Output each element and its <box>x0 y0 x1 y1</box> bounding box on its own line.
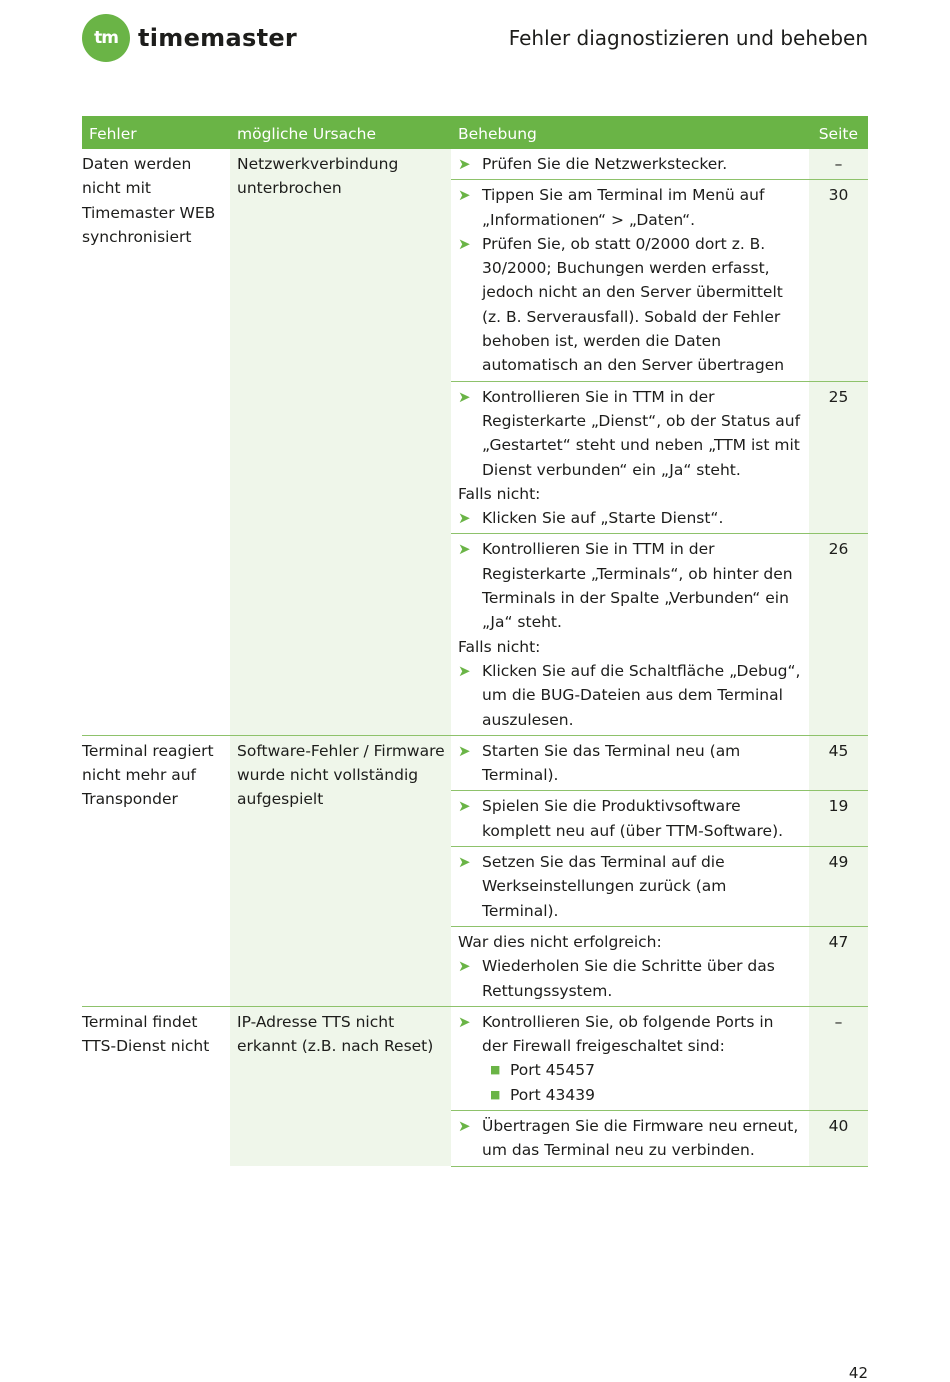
step-item: ➤ Übertragen Sie die Firmware neu erneut, um das Terminal neu zu verbinden. <box>458 1114 803 1163</box>
behebung-cell <box>451 1110 809 1166</box>
arrow-bullet-icon: ➤ <box>458 234 471 253</box>
step-item: ➤ Setzen Sie das Terminal auf die Werkseinstellungen zurück (am Terminal). <box>458 850 803 923</box>
behebung-cell <box>451 534 809 735</box>
ursache-cell: Netzwerkverbindung unterbrochen <box>230 149 451 735</box>
arrow-bullet-icon: ➤ <box>458 1012 471 1031</box>
seite-cell: 47 <box>809 926 868 1006</box>
column-header-behebung: Behebung <box>451 116 809 149</box>
step-item: ➤ Tippen Sie am Terminal im Menü auf „Informationen“ > „Daten“. <box>458 183 803 232</box>
step-item: ➤ Starten Sie das Terminal neu (am Terminal). <box>458 739 803 788</box>
arrow-bullet-icon: ➤ <box>458 661 471 680</box>
behebung-cell <box>451 926 809 1006</box>
behebung-cell <box>451 735 809 791</box>
table-row <box>82 1006 868 1110</box>
table-header-row <box>82 116 868 149</box>
arrow-bullet-icon: ➤ <box>458 741 471 760</box>
step-item: ➤ Prüfen Sie, ob statt 0/2000 dort z. B. 30/2000; Buchungen werden erfasst, jedoch nicht an den Server übermittelt (z. B. Serverausfall). Sobald der Fehler behoben ist, werden die Daten automatisch an den Server übertragen <box>458 232 803 378</box>
square-bullet-icon: ■ <box>490 1087 501 1101</box>
behebung-cell <box>451 1006 809 1110</box>
ursache-cell: IP-Adresse TTS nicht erkannt (z.B. nach Reset) <box>230 1006 451 1166</box>
seite-cell: 26 <box>809 534 868 735</box>
fehler-cell: Daten werden nicht mit Timemaster WEB synchronisiert <box>82 155 216 246</box>
page-title: Fehler diagnostizieren und beheben <box>508 26 868 50</box>
note-text: Falls nicht: <box>458 484 541 503</box>
step-item: ➤ Kontrollieren Sie, ob folgende Ports in der Firewall freigeschaltet sind: <box>458 1010 803 1059</box>
page-number: 42 <box>848 1364 868 1382</box>
arrow-bullet-icon: ➤ <box>458 186 471 205</box>
behebung-cell <box>451 791 809 847</box>
step-item: ➤ Klicken Sie auf „Starte Dienst“. <box>458 506 803 530</box>
step-item: ➤ Wiederholen Sie die Schritte über das Rettungssystem. <box>458 954 803 1003</box>
arrow-bullet-icon: ➤ <box>458 155 471 173</box>
arrow-bullet-icon: ➤ <box>458 853 471 872</box>
seite-cell: – <box>809 1006 868 1110</box>
port-list-item: ■ Port 45457 <box>458 1058 803 1082</box>
table-row <box>82 149 868 180</box>
arrow-bullet-icon: ➤ <box>458 540 471 559</box>
logo-mark: tm <box>82 14 130 62</box>
column-header-ursache: mögliche Ursache <box>230 116 451 149</box>
arrow-bullet-icon: ➤ <box>458 797 471 816</box>
seite-cell: 25 <box>809 381 868 534</box>
behebung-cell <box>451 381 809 534</box>
step-item: ➤ Spielen Sie die Produktivsoftware komplett neu auf (über TTM-Software). <box>458 794 803 843</box>
ursache-cell: Software-Fehler / Firmware wurde nicht vollständig aufgespielt <box>230 735 451 1006</box>
fehler-cell: Terminal reagiert nicht mehr auf Transponder <box>82 735 230 1006</box>
seite-cell: 19 <box>809 791 868 847</box>
logo-text: timemaster <box>138 24 298 52</box>
seite-cell: 49 <box>809 847 868 927</box>
arrow-bullet-icon: ➤ <box>458 509 471 528</box>
troubleshooting-table <box>82 116 868 1167</box>
behebung-cell <box>451 180 809 381</box>
note-text: Falls nicht: <box>458 637 541 656</box>
behebung-cell <box>451 847 809 927</box>
seite-cell: 30 <box>809 180 868 381</box>
seite-cell: 40 <box>809 1110 868 1166</box>
note-text: War dies nicht erfolgreich: <box>458 932 662 951</box>
fehler-cell: Terminal findet TTS-Dienst nicht <box>82 1006 230 1166</box>
behebung-cell <box>451 149 809 180</box>
table-row <box>82 735 868 791</box>
column-header-seite: Seite <box>809 116 868 149</box>
arrow-bullet-icon: ➤ <box>458 1116 471 1135</box>
step-item: ➤ Kontrollieren Sie in TTM in der Registerkarte „Dienst“, ob der Status auf „Gestartet“ steht und neben „TTM ist mit Dienst verbunden“ ein „Ja“ steht. <box>458 385 803 482</box>
port-list-item: ■ Port 43439 <box>458 1083 803 1107</box>
seite-cell: 45 <box>809 735 868 791</box>
step-item: ➤ Prüfen Sie die Netzwerkstecker. <box>458 152 803 176</box>
timemaster-logo <box>82 14 297 62</box>
step-item: ➤ Kontrollieren Sie in TTM in der Registerkarte „Terminals“, ob hinter den Terminals in der Spalte „Verbunden“ ein „Ja“ steht. <box>458 537 803 634</box>
step-item: ➤ Klicken Sie auf die Schaltfläche „Debug“, um die BUG-Dateien aus dem Terminal auszulesen. <box>458 659 803 732</box>
arrow-bullet-icon: ➤ <box>458 957 471 976</box>
square-bullet-icon: ■ <box>490 1063 501 1077</box>
column-header-fehler: Fehler <box>82 116 230 149</box>
arrow-bullet-icon: ➤ <box>458 387 471 406</box>
seite-cell: – <box>809 149 868 180</box>
